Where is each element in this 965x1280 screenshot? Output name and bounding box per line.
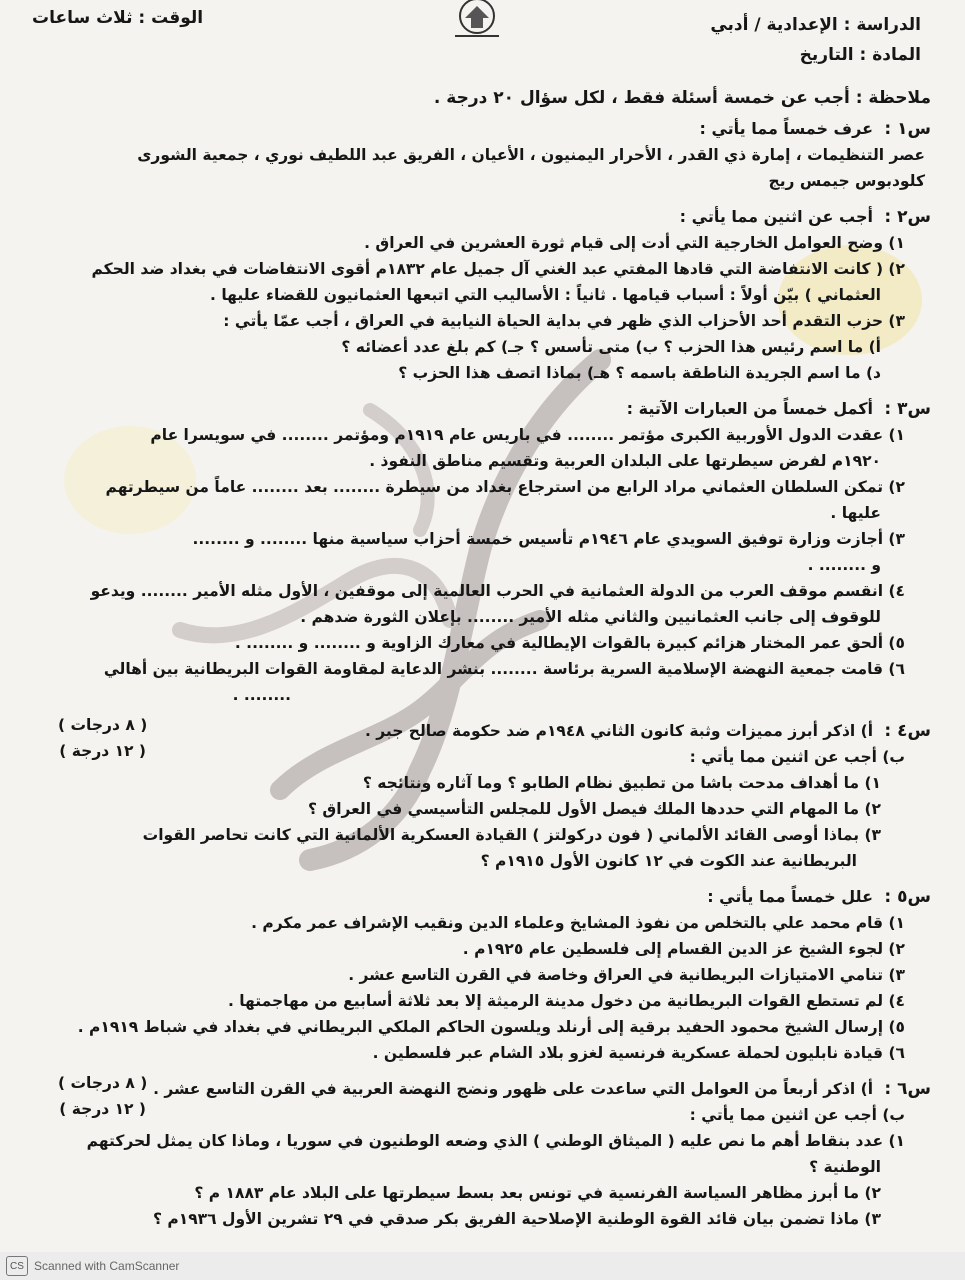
question-number: س٣ : [884, 399, 931, 419]
question-item: ١) عقدت الدول الأوربية الكبرى مؤتمر ........ في باريس عام ١٩١٩م ومؤتمر ........ في سويسرا عام [150, 426, 905, 444]
question-item-cont: و ........ . [807, 556, 881, 574]
question-1 [22, 116, 931, 194]
question-number: س٥ : [884, 887, 931, 907]
question-item: ٥) إرسال الشيخ محمود الحفيد برقية إلى أرنلد ويلسون الحاكم الملكي البريطاني في بغداد في شباط ١٩١٩م . [77, 1018, 905, 1036]
question-5 [22, 884, 931, 1066]
camscanner-logo-icon: CS [6, 1256, 28, 1276]
question-item: ١) ما أهداف مدحت باشا من تطبيق نظام الطابو ؟ وما آثاره ونتائجه ؟ [362, 774, 881, 792]
question-item-cont: ١٩٢٠م لفرض سيطرتها على البلدان العربية وتقسيم مناطق النفوذ . [369, 452, 881, 470]
terms-list: عصر التنظيمات ، إمارة ذي القدر ، الأحرار اليمنيون ، الأعيان ، الفريق عبد اللطيف نوري ، جمعية الشورى [137, 146, 925, 164]
question-item: ب) أجب عن اثنين مما يأتي : [689, 1106, 905, 1124]
question-number: س١ : [884, 119, 931, 139]
question-title: أكمل خمساً من العبارات الآتية : [626, 399, 874, 418]
question-title: أجب عن اثنين مما يأتي : [679, 207, 874, 226]
grade-b: ( ١٢ درجة ) [59, 742, 146, 760]
question-item: ٤) لم تستطع القوات البريطانية من دخول مدينة الرميثة إلا بعد ثلاثة أسابيع من مهاجمتها . [227, 992, 905, 1010]
question-item: ٣) بماذا أوصى القائد الألماني ( فون دركولتز ) القيادة العسكرية الألمانية التي كانت تحاصر القوات [142, 826, 881, 844]
question-item: ٢) ما المهام التي حددها الملك فيصل الأول للمجلس التأسيسي في العراق ؟ [307, 800, 881, 818]
question-6 [22, 1076, 931, 1232]
question-subitems: د) ما اسم الجريدة الناطقة باسمه ؟ هـ) بماذا اتصف هذا الحزب ؟ [398, 364, 881, 382]
question-3 [22, 396, 931, 708]
question-item: ٣) حزب التقدم أحد الأحزاب الذي ظهر في بداية الحياة النيابية في العراق ، أجب عمّا يأتي : [223, 312, 905, 330]
question-item-cont: العثماني ) بيّن أولاً : أسباب قيامها . ثانياً : الأساليب التي اتبعها العثمانيون للقضاء عليها . [210, 286, 881, 304]
question-item-cont: ........ . [232, 686, 291, 704]
question-item: ٦) قامت جمعية النهضة الإسلامية السرية برئاسة ........ بنشر الدعاية لمقاومة القوات البريطانية بين أهالي [103, 660, 905, 678]
grade-labels [58, 712, 147, 764]
stage-label: الدراسة : الإعدادية / أدبي [710, 15, 921, 35]
exam-header [22, 0, 931, 82]
scanner-label: Scanned with CamScanner [34, 1259, 180, 1273]
grade-a: ( ٨ درجات ) [58, 716, 148, 734]
question-number: س٤ : [884, 721, 931, 741]
question-item: ٢) لجوء الشيخ عز الدين القسام إلى فلسطين عام ١٩٢٥م . [462, 940, 905, 958]
question-item: ٢) تمكن السلطان العثماني مراد الرابع من استرجاع بغداد من سيطرة ........ بعد ........ عاماً من سيطرتهم [105, 478, 905, 496]
question-item: ٢) ما أبرز مظاهر السياسة الفرنسية في تونس بعد بسط سيطرتها على البلاد عام ١٨٨٣ م ؟ [194, 1184, 881, 1202]
header-info [710, 10, 921, 70]
question-item: ب) أجب عن اثنين مما يأتي : [689, 748, 905, 766]
question-item: ١) وضح العوامل الخارجية التي أدت إلى قيام ثورة العشرين في العراق . [364, 234, 905, 252]
grade-a: ( ٨ درجات ) [58, 1074, 148, 1092]
question-item: ٣) أجازت وزارة توفيق السويدي عام ١٩٤٦م تأسيس خمسة أحزاب سياسية منها ........ و ........ [192, 530, 905, 548]
question-item: ٣) تنامي الامتيازات البريطانية في العراق وخاصة في القرن التاسع عشر . [348, 966, 905, 984]
question-item-cont: عليها . [830, 504, 881, 522]
terms-list-cont: كلودبوس جيمس ريج [768, 172, 925, 190]
question-title: عرف خمساً مما يأتي : [699, 119, 874, 138]
question-number: س٦ : [884, 1079, 931, 1099]
question-item: أ) اذكر أبرز مميزات وثبة كانون الثاني ١٩٤٨م ضد حكومة صالح جبر . [364, 722, 874, 740]
question-2 [22, 204, 931, 386]
question-item: ٤) انقسم موقف العرب من الدولة العثمانية في الحرب العالمية إلى موقفين ، الأول مثله الأمير ........ ويدعو [90, 582, 905, 600]
grade-b: ( ١٢ درجة ) [59, 1100, 146, 1118]
question-item-cont: للوقوف إلى جانب العثمانيين والثاني مثله الأمير ........ بإعلان الثورة ضدهم . [300, 608, 881, 626]
question-item: أ) اذكر أربعاً من العوامل التي ساعدت على ظهور ونضج النهضة العربية في القرن التاسع عشر . [153, 1080, 874, 1098]
subject-label: المادة : التاريخ [799, 45, 921, 65]
question-item: ٣) ماذا تضمن بيان قائد القوة الوطنية الإصلاحية الفريق بكر صدقي في ٢٩ تشرين الأول ١٩٣٦م ؟ [153, 1210, 881, 1228]
question-item: ١) قام محمد علي بالتخلص من نفوذ المشايخ وعلماء الدين ونقيب الإشراف عمر مكرم . [251, 914, 905, 932]
exam-note: ملاحظة : أجب عن خمسة أسئلة فقط ، لكل سؤال ٢٠ درجة . [433, 88, 931, 108]
question-title: علل خمساً مما يأتي : [707, 887, 874, 906]
question-item: ٢) ( كانت الانتفاضة التي قادها المفتي عبد الغني آل جميل عام ١٨٣٢م أقوى الانتفاضات في بغداد ضد الحكم [91, 260, 905, 278]
question-item-cont: البريطانية عند الكوت في ١٢ كانون الأول ١٩١٥م ؟ [480, 852, 857, 870]
question-4 [22, 718, 931, 874]
question-item: ٦) قيادة نابليون لحملة عسكرية فرنسية لغزو بلاد الشام عبر فلسطين . [372, 1044, 905, 1062]
question-item: ٥) ألحق عمر المختار هزائم كبيرة بالقوات الإيطالية في معارك الزاوية و ........ و ........ . [234, 634, 905, 652]
question-item: ١) عدد بنقاط أهم ما نص عليه ( الميثاق الوطني ) الذي وضعه الوطنيون في سوريا ، وماذا كان يمثل لحركتهم [86, 1132, 905, 1150]
emblem-icon [441, 0, 513, 42]
time-label: الوقت : ثلاث ساعات [32, 8, 204, 28]
question-number: س٢ : [884, 207, 931, 227]
question-subitems: أ) ما اسم رئيس هذا الحزب ؟ ب) متى تأسس ؟ جـ) كم بلغ عدد أعضائه ؟ [341, 338, 881, 356]
grade-labels [58, 1070, 147, 1122]
question-item-cont: الوطنية ؟ [809, 1158, 881, 1176]
scanner-footer [0, 1252, 965, 1280]
